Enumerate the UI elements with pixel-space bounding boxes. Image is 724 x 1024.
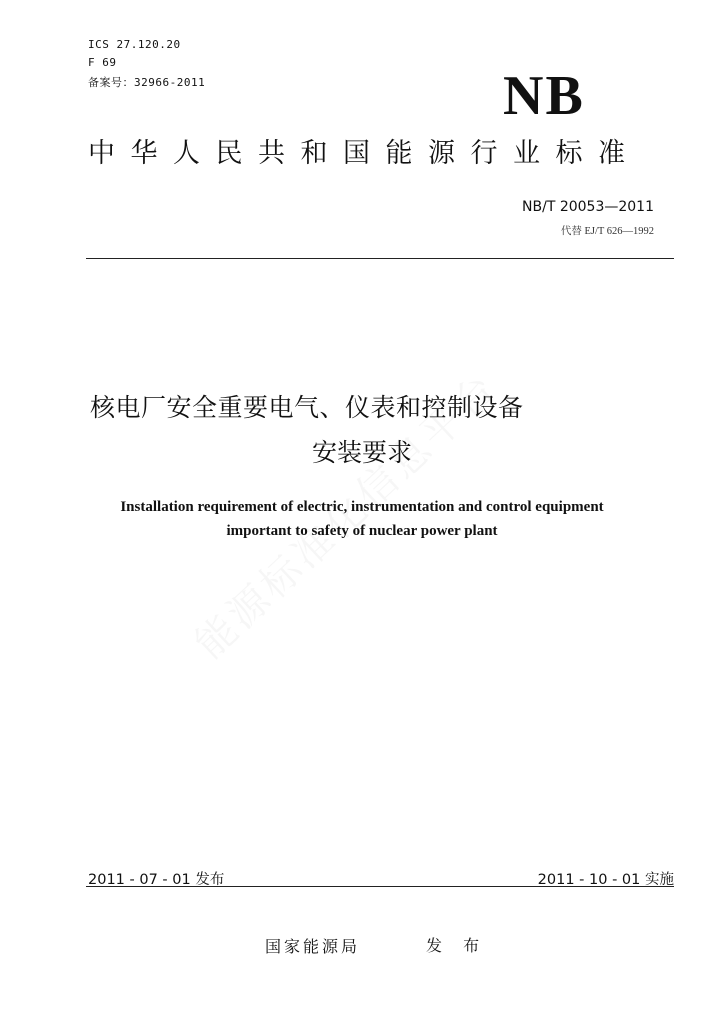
nb-logo: NB [503,65,585,127]
title-chinese-line2: 安装要求 [311,438,412,467]
publisher-action: 发 布 [426,936,488,955]
title-chinese-line1: 核电厂安全重要电气、仪表和控制设备 [90,393,524,422]
ics-code: ICS 27.120.20 [88,38,181,51]
effective-date: 2011 - 10 - 01 实施 [537,872,674,888]
issue-date: 2011 - 07 - 01 发布 [88,872,225,888]
ccs-code: F 69 [88,56,117,69]
header-divider [86,258,674,259]
publisher-org: 国家能源局 [265,937,361,956]
replaces-standard: 代替 EJ/T 626—1992 [560,226,654,237]
filing-number: 备案号：32966-2011 [88,76,206,89]
standard-number: NB/T 20053—2011 [522,199,654,215]
title-english-line2: important to safety of nuclear power plant [226,523,498,539]
standard-type-heading: 中华人民共和国能源行业标准 [88,138,641,169]
title-english-line1: Installation requirement of electric, instrumentation and control equipment [120,499,604,515]
footer-divider [86,886,674,887]
